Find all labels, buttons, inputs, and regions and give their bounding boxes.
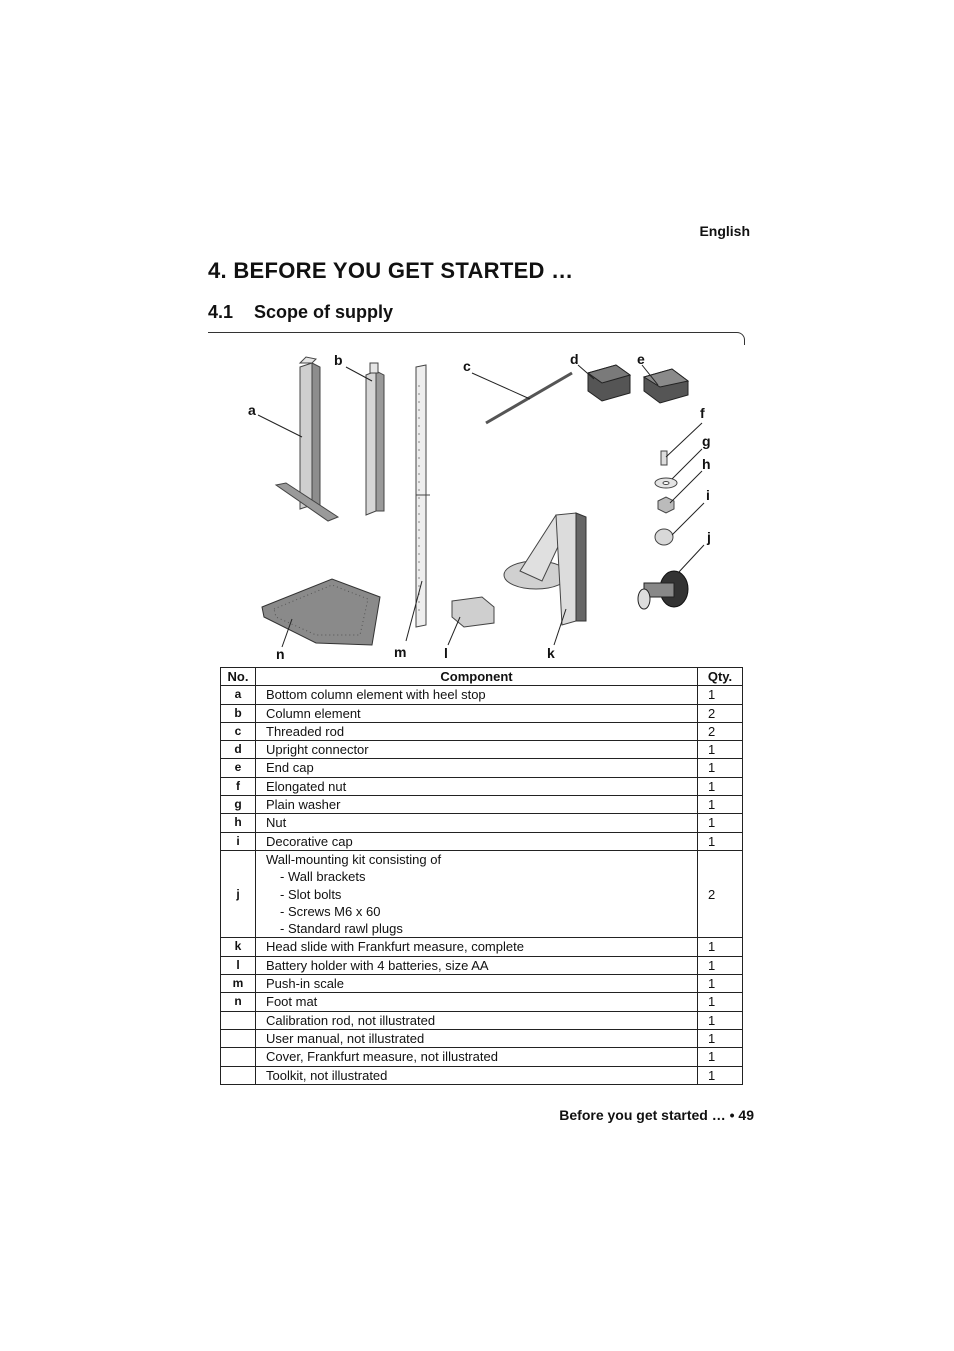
table-header-row: [221, 668, 743, 686]
table-row: [221, 956, 743, 974]
cell-component: Nut: [256, 814, 698, 832]
table-row: [221, 1066, 743, 1084]
table-row: [221, 814, 743, 832]
cell-component: Head slide with Frankfurt measure, complete: [256, 938, 698, 956]
part-g-drawing: [655, 478, 677, 488]
figure-label-g: g: [702, 433, 711, 449]
table-row: [221, 832, 743, 850]
cell-no: l: [221, 956, 256, 974]
list-item: - Wall brackets: [280, 868, 697, 885]
section-title: 4. BEFORE YOU GET STARTED …: [208, 258, 574, 283]
part-n-drawing: [262, 579, 380, 645]
part-a-drawing: [276, 357, 338, 521]
parts-illustration: [220, 345, 760, 665]
cell-qty: 1: [698, 832, 743, 850]
figure-label-n: n: [276, 646, 285, 662]
table-row: [221, 850, 743, 937]
table-row: [221, 1029, 743, 1047]
cell-qty: 1: [698, 796, 743, 814]
subsection-title: [208, 302, 393, 323]
table-row: [221, 722, 743, 740]
figure-label-l: l: [444, 645, 448, 661]
cell-component: Column element: [256, 704, 698, 722]
figure-label-m: m: [394, 644, 407, 660]
cell-no: f: [221, 777, 256, 795]
part-h-drawing: [658, 497, 674, 513]
cell-qty: 2: [698, 722, 743, 740]
table-row: [221, 938, 743, 956]
table-row: [221, 993, 743, 1011]
cell-no: b: [221, 704, 256, 722]
page-footer: Before you get started … • 49: [559, 1107, 754, 1123]
cell-component: [256, 850, 698, 937]
cell-no: [221, 1011, 256, 1029]
cell-qty: 1: [698, 993, 743, 1011]
header-no: No.: [221, 668, 256, 686]
cell-component: Decorative cap: [256, 832, 698, 850]
cell-qty: 1: [698, 686, 743, 704]
table-row: [221, 759, 743, 777]
cell-no: i: [221, 832, 256, 850]
header-qty: Qty.: [698, 668, 743, 686]
cell-qty: 1: [698, 1029, 743, 1047]
cell-no: k: [221, 938, 256, 956]
figure-label-a: a: [248, 402, 256, 418]
cell-component: Cover, Frankfurt measure, not illustrated: [256, 1048, 698, 1066]
table-row: [221, 741, 743, 759]
header-component: Component: [256, 668, 698, 686]
figure-label-f: f: [700, 405, 705, 421]
table-row: [221, 975, 743, 993]
list-item: - Slot bolts: [280, 886, 697, 903]
cell-no: g: [221, 796, 256, 814]
cell-component: Elongated nut: [256, 777, 698, 795]
part-b-drawing: [366, 363, 384, 515]
part-l-drawing: [452, 597, 494, 627]
cell-component: Push-in scale: [256, 975, 698, 993]
table-row: [221, 1011, 743, 1029]
cell-no: m: [221, 975, 256, 993]
cell-qty: 1: [698, 814, 743, 832]
cell-qty: 2: [698, 704, 743, 722]
figure-label-j: j: [707, 529, 711, 545]
cell-no: a: [221, 686, 256, 704]
cell-component: Toolkit, not illustrated: [256, 1066, 698, 1084]
cell-component: Battery holder with 4 batteries, size AA: [256, 956, 698, 974]
parts-drawing: [220, 345, 760, 665]
table-row: [221, 704, 743, 722]
cell-component: User manual, not illustrated: [256, 1029, 698, 1047]
cell-qty: 1: [698, 1066, 743, 1084]
supply-table: [220, 667, 743, 1085]
cell-component: Calibration rod, not illustrated: [256, 1011, 698, 1029]
list-item: - Screws M6 x 60: [280, 903, 697, 920]
part-e-drawing: [644, 369, 688, 403]
part-j-drawing: [638, 571, 688, 609]
kit-contents-list: [266, 868, 697, 937]
section-rule: [208, 332, 745, 345]
figure-label-b: b: [334, 352, 343, 368]
cell-component: Foot mat: [256, 993, 698, 1011]
part-k-drawing: [504, 513, 586, 625]
figure-label-c: c: [463, 358, 471, 374]
cell-qty: 1: [698, 975, 743, 993]
cell-no: [221, 1048, 256, 1066]
cell-no: j: [221, 850, 256, 937]
cell-qty: 1: [698, 1011, 743, 1029]
language-label: English: [699, 223, 750, 239]
cell-no: [221, 1029, 256, 1047]
cell-no: e: [221, 759, 256, 777]
figure-label-e: e: [637, 351, 645, 367]
table-row: [221, 1048, 743, 1066]
part-m-drawing: [416, 365, 430, 627]
cell-component: Bottom column element with heel stop: [256, 686, 698, 704]
figure-label-h: h: [702, 456, 711, 472]
cell-qty: 2: [698, 850, 743, 937]
figure-label-k: k: [547, 645, 555, 661]
table-row: [221, 796, 743, 814]
subsection-text: Scope of supply: [254, 302, 394, 322]
kit-title: Wall-mounting kit consisting of: [266, 851, 442, 867]
table-row: [221, 777, 743, 795]
part-f-drawing: [661, 451, 667, 465]
subsection-number: 4.1: [208, 302, 234, 322]
cell-component: Threaded rod: [256, 722, 698, 740]
cell-qty: 1: [698, 759, 743, 777]
cell-no: [221, 1066, 256, 1084]
cell-no: d: [221, 741, 256, 759]
figure-label-d: d: [570, 351, 579, 367]
cell-component: Plain washer: [256, 796, 698, 814]
cell-no: c: [221, 722, 256, 740]
list-item: - Standard rawl plugs: [280, 920, 697, 937]
cell-qty: 1: [698, 741, 743, 759]
cell-qty: 1: [698, 938, 743, 956]
part-d-drawing: [588, 365, 630, 401]
cell-component: End cap: [256, 759, 698, 777]
cell-no: n: [221, 993, 256, 1011]
cell-qty: 1: [698, 777, 743, 795]
figure-label-i: i: [706, 487, 710, 503]
table-row: [221, 686, 743, 704]
cell-qty: 1: [698, 956, 743, 974]
part-i-drawing: [655, 529, 673, 545]
part-c-drawing: [486, 373, 572, 423]
cell-qty: 1: [698, 1048, 743, 1066]
cell-no: h: [221, 814, 256, 832]
cell-component: Upright connector: [256, 741, 698, 759]
